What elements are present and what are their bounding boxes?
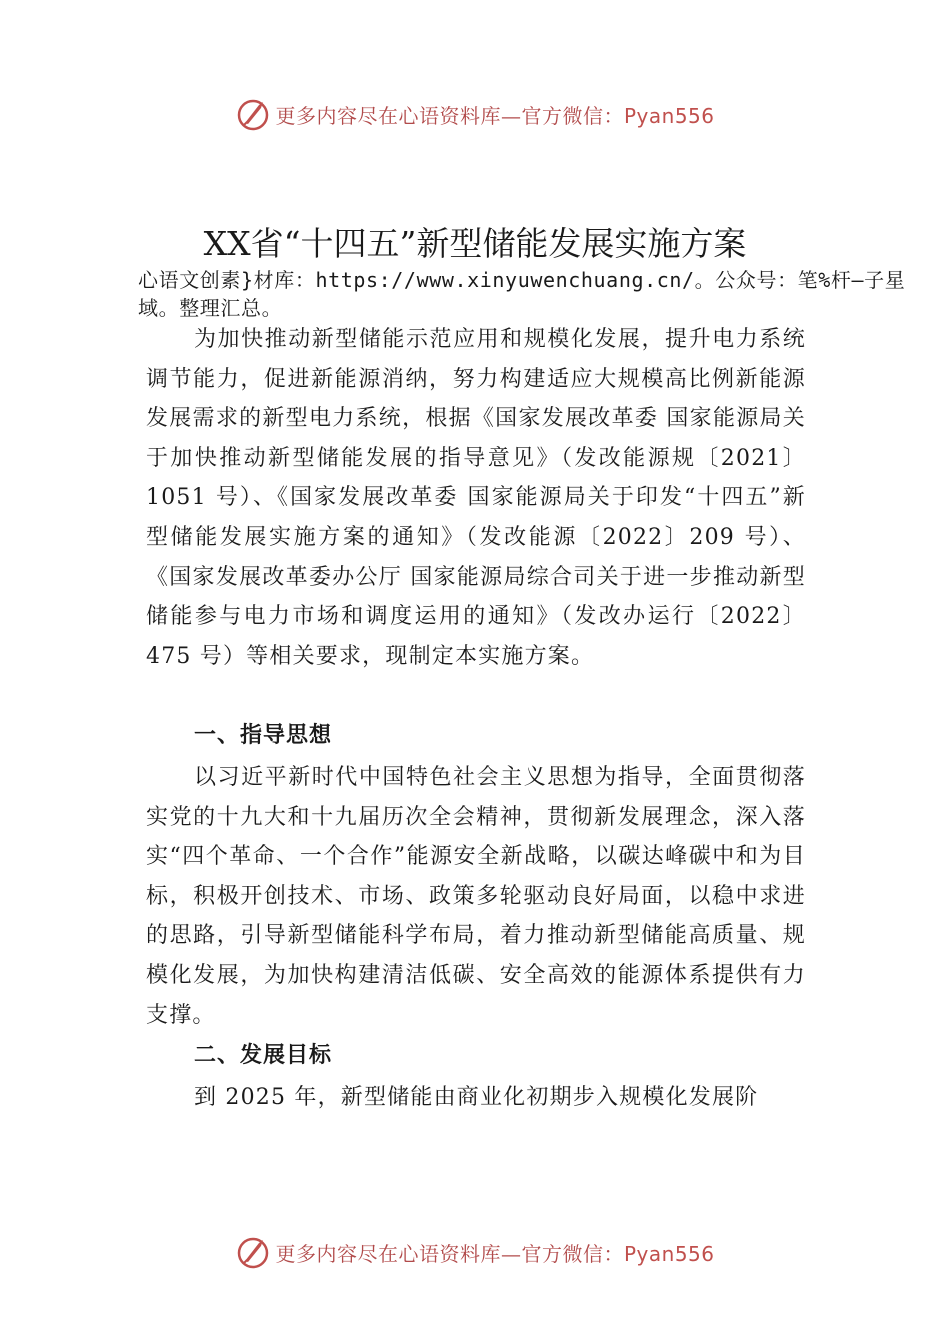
watermark-brand: Pyan556 xyxy=(623,103,715,128)
development-goals-paragraph: 到 2025 年，新型储能由商业化初期步入规模化发展阶 xyxy=(194,1085,759,1110)
document-title: XX省“十四五”新型储能发展实施方案 xyxy=(203,224,747,263)
footer-watermark xyxy=(0,1232,950,1272)
section-heading-development-goals: 二、发展目标 xyxy=(194,1043,333,1068)
watermark-brand: Pyan556 xyxy=(623,1241,715,1266)
source-note: 心语文创素}材库：https://www.xinyuwenchuang.cn/。公众号：笔%杆—子星域。整理汇总。 xyxy=(138,268,906,320)
quill-pen-logo-icon xyxy=(235,1234,271,1270)
watermark-text: 更多内容尽在心语资料库—官方微信：Pyan556 xyxy=(275,103,715,128)
quill-pen-logo-icon xyxy=(235,96,271,132)
intro-paragraph: 为加快推动新型储能示范应用和规模化发展，提升电力系统调节能力，促进新能源消纳，努力构建适应大规模高比例新能源发展需求的新型电力系统，根据《国家发展改革委 国家能源局关于加快推动新型储能发展的指导意见》（发改能源规〔2021〕1051 号）、《国家发展改革委 国家能源局关于印发“十四五”新型储能发展实施方案的通知》（发改能源〔2022〕209 号）、《国家发展改革委办公厅 国家能源局综合司关于进一步推动新型储能参与电力市场和调度运用的通知》（发改办运行〔2022〕475 号）等相关要求，现制定本实施方案。 xyxy=(146,327,806,669)
guiding-ideology-paragraph: 以习近平新时代中国特色社会主义思想为指导，全面贯彻落实党的十九大和十九届历次全会精神，贯彻新发展理念，深入落实“四个革命、一个合作”能源安全新战略，以碳达峰碳中和为目标，积极开创技术、市场、政策多轮驱动良好局面，以稳中求进的思路，引导新型储能科学布局，着力推动新型储能高质量、规模化发展，为加快构建清洁低碳、安全高效的能源体系提供有力支撑。 xyxy=(146,765,806,1028)
watermark-text: 更多内容尽在心语资料库—官方微信：Pyan556 xyxy=(275,1241,715,1266)
section-heading-guiding-ideology: 一、指导思想 xyxy=(194,723,333,748)
header-watermark xyxy=(0,94,950,134)
